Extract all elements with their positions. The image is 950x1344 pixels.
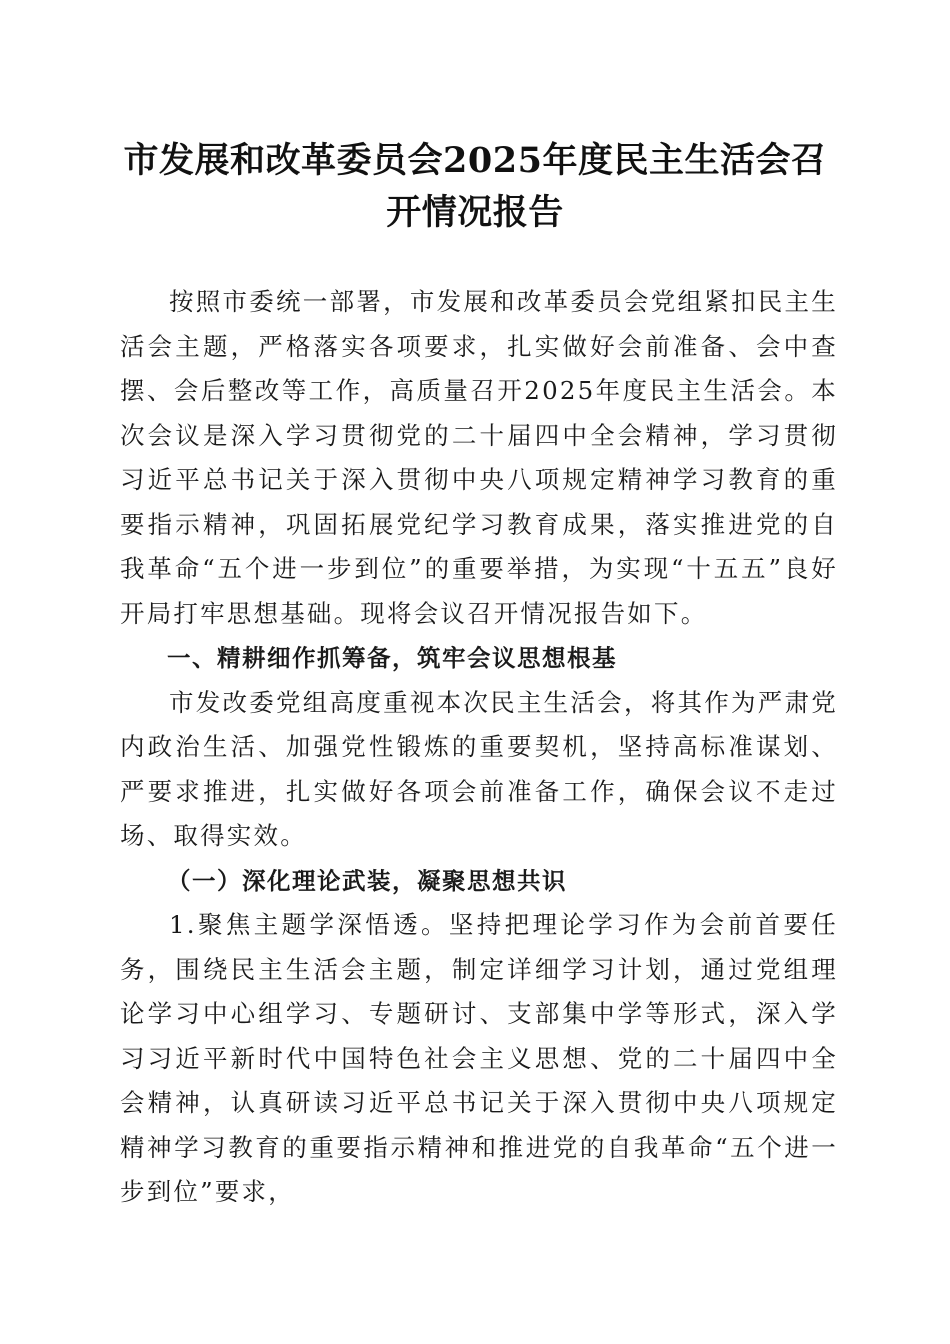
title-line-1: 市发展和改革委员会2025年度民主生活会召: [123, 140, 827, 181]
intro-paragraph: 按照市委统一部署，市发展和改革委员会党组紧扣民主生活会主题，严格落实各项要求，扎实做好会前准备、会中查摆、会后整改等工作，高质量召开2025年度民主生活会。本次会议是深入学习贯彻党的二十届四中全会精神，学习贯彻习近平总书记关于深入贯彻中央八项规定精神学习教育的重要指示精神，巩固拓展党纪学习教育成果，落实推进党的自我革命“五个进一步到位”的重要举措，为实现“十五五”良好开局打牢思想基础。现将会议召开情况报告如下。: [120, 287, 838, 628]
document-title: [100, 135, 850, 239]
item-1-paragraph: 1.聚焦主题学深悟透。坚持把理论学习作为会前首要任务，围绕民主生活会主题，制定详细学习计划，通过党组理论学习中心组学习、专题研讨、支部集中学等形式，深入学习习近平新时代中国特色社会主义思想、党的二十届四中全会精神，认真研读习近平总书记关于深入贯彻中央八项规定精神学习教育的重要指示精神和推进党的自我革命“五个进一步到位”要求，: [120, 910, 838, 1206]
section-1-paragraph: 市发改委党组高度重视本次民主生活会，将其作为严肃党内政治生活、加强党性锻炼的重要契机，坚持高标准谋划、严要求推进，扎实做好各项会前准备工作，确保会议不走过场、取得实效。: [120, 687, 838, 850]
title-line-2: 开情况报告: [386, 192, 564, 233]
section-heading-1: 一、精耕细作抓筹备，筑牢会议思想根基: [167, 644, 617, 672]
document-body: [120, 280, 838, 1215]
subsection-heading-1: （一）深化理论武装，凝聚思想共识: [167, 866, 567, 895]
